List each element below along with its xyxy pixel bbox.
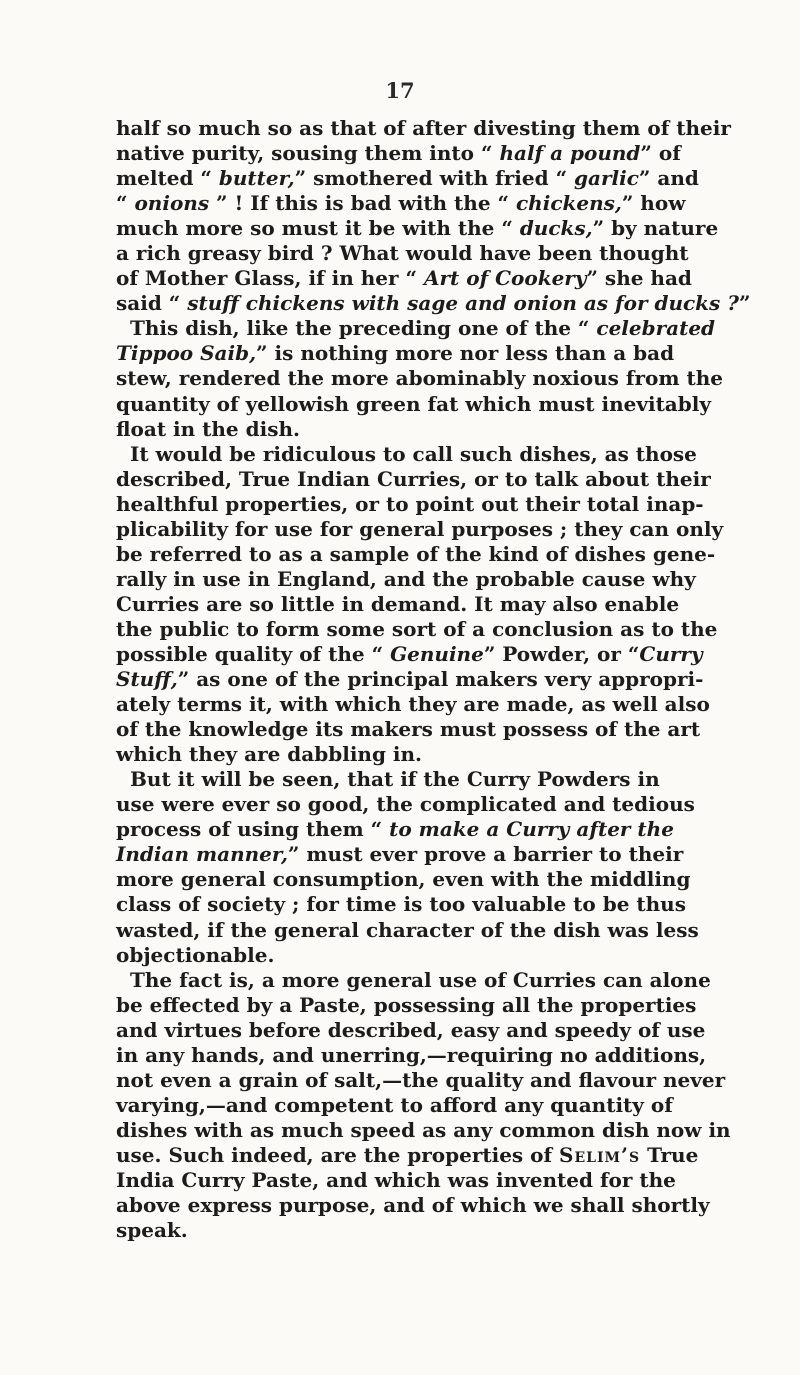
text-line <box>116 1168 696 1193</box>
text-line <box>116 717 701 742</box>
text-line <box>116 316 716 341</box>
text-segment: This dish, like the preceding one of the “ <box>130 316 597 341</box>
text-segment: Curries are so little in demand. It may also enable <box>116 591 680 616</box>
text-line <box>116 1193 710 1218</box>
text-segment: the public to form some sort of a conclusion as to the <box>116 616 718 641</box>
text-segment: more general consumption, even with the middling <box>116 867 691 892</box>
italic-text: garlic <box>574 166 639 191</box>
text-segment: float in the dish. <box>116 416 300 441</box>
text-line <box>116 266 696 291</box>
text-segment: India Curry Paste, and which was invented for the <box>116 1167 676 1192</box>
text-line <box>116 516 724 542</box>
text-segment: class of society ; for time is too valuable to be thus <box>116 892 686 917</box>
text-segment: ” as one of the principal makers very appropri- <box>177 667 704 692</box>
text-line <box>116 1067 726 1093</box>
text-segment: dishes with as much speed as any common dish now in <box>116 1117 731 1142</box>
text-segment: which they are dabbling in. <box>116 742 423 767</box>
text-line <box>116 943 696 968</box>
text-line <box>116 141 696 166</box>
text-line <box>116 616 718 642</box>
text-segment: use were ever so good, the complicated and tedious <box>116 792 695 817</box>
text-segment: speak. <box>116 1218 188 1243</box>
text-line <box>116 592 696 617</box>
text-line <box>116 767 696 792</box>
text-line <box>116 491 704 517</box>
italic-text: Curry <box>639 641 703 666</box>
italic-text: Stuff, <box>116 667 178 692</box>
text-line <box>116 742 696 767</box>
text-segment: But it will be seen, that if the Curry Powders in <box>130 767 660 792</box>
text-line <box>116 541 716 567</box>
text-segment: ” how <box>621 191 686 216</box>
text-line <box>116 1042 707 1068</box>
text-segment: stew, rendered the more abominably noxious from the <box>116 366 723 391</box>
text-segment: “ <box>116 191 135 216</box>
text-line <box>116 692 710 717</box>
body-text <box>116 116 751 1243</box>
text-segment: not even a grain of salt,—the quality and flavour never <box>116 1067 726 1092</box>
text-line <box>116 1142 699 1168</box>
text-line <box>116 1117 731 1143</box>
text-segment: ately terms it, with which they are made, as well also <box>116 692 710 717</box>
text-line <box>116 291 751 316</box>
text-segment: melted “ <box>116 166 219 191</box>
text-segment: The fact is, a more general use of Curries can alone <box>130 967 711 992</box>
text-line <box>116 442 696 467</box>
text-line <box>116 341 696 366</box>
text-segment: quantity of yellowish green fat which must inevitably <box>116 391 711 416</box>
text-segment: objectionable. <box>116 942 275 967</box>
text-segment: use. Such indeed, are the properties of <box>116 1142 560 1167</box>
text-segment: said “ <box>116 291 188 316</box>
text-segment: wasted, if the general character of the dish was less <box>116 917 699 942</box>
text-line <box>116 1218 696 1243</box>
text-line <box>116 641 703 667</box>
text-segment: ” ! If this is bad with the “ <box>209 191 516 216</box>
text-segment: possible quality of the “ <box>116 641 391 666</box>
italic-text: onions <box>134 191 210 216</box>
text-line <box>116 116 731 141</box>
text-segment: above express purpose, and of which we shall shortly <box>116 1193 710 1218</box>
text-line <box>116 391 711 417</box>
text-line <box>116 166 699 191</box>
text-line <box>116 967 711 993</box>
text-line <box>116 216 719 241</box>
text-segment: much more so must it be with the “ <box>116 216 520 241</box>
italic-text: stuff chickens with sage and onion as for ducks ? <box>187 291 739 316</box>
text-segment: of the knowledge its makers must possess of the art <box>116 717 701 742</box>
text-segment: It would be ridiculous to call such dishes, as those <box>130 441 697 466</box>
italic-text: Art of Cookery <box>423 266 587 291</box>
italic-text: to make a Curry after the <box>389 817 674 842</box>
text-line <box>116 917 699 943</box>
italic-text: Genuine <box>390 641 484 666</box>
italic-text: Indian manner, <box>116 842 288 867</box>
text-segment: a rich greasy bird ? What would have been thought <box>116 241 689 266</box>
text-segment: True <box>640 1142 699 1167</box>
text-line <box>116 241 696 266</box>
text-line <box>116 993 696 1018</box>
text-segment: native purity, sousing them into “ <box>116 141 500 166</box>
text-segment: healthful properties, or to point out their total inap- <box>116 491 704 516</box>
text-segment: process of using them “ <box>116 817 390 842</box>
text-segment: ” Powder, or “ <box>483 641 640 666</box>
text-segment: of Mother Glass, if in her “ <box>116 266 424 291</box>
text-segment: described, True Indian Curries, or to talk about their <box>116 466 711 491</box>
page-number: 17 <box>385 78 415 103</box>
text-line <box>116 1017 706 1043</box>
text-line <box>116 366 723 391</box>
text-segment: ” is nothing more nor less than a bad <box>256 341 675 366</box>
text-segment: be effected by a Paste, possessing all the properties <box>116 992 697 1017</box>
italic-text: half a pound <box>499 141 641 166</box>
text-segment: ” <box>738 291 751 316</box>
text-segment: plicability for use for general purposes ; they can only <box>116 516 724 541</box>
text-line <box>116 466 711 492</box>
italic-text: Tippoo Saib, <box>116 341 257 366</box>
italic-text: ducks, <box>519 216 593 241</box>
text-segment: be referred to as a sample of the kind of dishes gene- <box>116 541 716 566</box>
text-line <box>116 417 696 442</box>
text-line <box>116 667 704 692</box>
text-segment: half so much so as that of after divesting them of their <box>116 116 731 140</box>
text-line <box>116 817 696 842</box>
text-line <box>116 842 696 867</box>
text-segment: varying,—and competent to afford any quantity of <box>116 1092 673 1117</box>
italic-text: chickens, <box>516 191 622 216</box>
text-segment: ” and <box>638 166 699 191</box>
italic-text: celebrated <box>596 316 716 341</box>
text-line <box>116 1093 696 1118</box>
text-segment: in any hands, and unerring,—requiring no additions, <box>116 1042 707 1067</box>
small-caps-text: Selim’s <box>559 1142 641 1167</box>
text-line <box>116 892 696 917</box>
text-line <box>116 867 696 892</box>
text-segment: rally in use in England, and the probable cause why <box>116 566 696 591</box>
text-segment: ” by nature <box>592 216 719 241</box>
text-segment: and virtues before described, easy and speedy of use <box>116 1017 706 1042</box>
text-line <box>116 191 696 216</box>
text-segment: ” of <box>640 141 681 166</box>
text-segment: ” smothered with fried “ <box>294 166 575 191</box>
text-line <box>116 567 696 592</box>
text-segment: ” must ever prove a barrier to their <box>287 842 684 867</box>
text-line <box>116 792 696 817</box>
text-segment: ” she had <box>586 266 692 291</box>
italic-text: butter, <box>218 166 295 191</box>
